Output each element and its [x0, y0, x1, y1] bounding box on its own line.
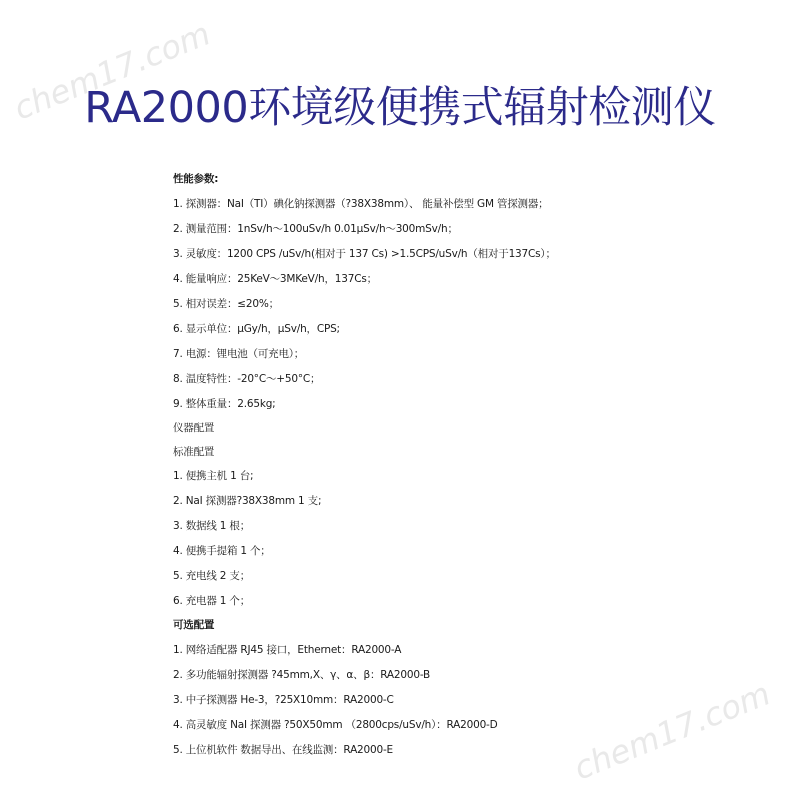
config-line: 3. 数据线 1 根； — [173, 520, 251, 532]
watermark: chem17.com — [8, 14, 216, 128]
spec-line: 3. 灵敏度：1200 CPS /uSv/h(相对于 137 Cs) >1.5CPS/uSv/h（相对于137Cs）； — [173, 248, 556, 260]
option-line: 5. 上位机软件 数据导出、在线监测：RA2000-E — [173, 744, 393, 756]
spec-line: 7. 电源：锂电池（可充电）； — [173, 348, 305, 360]
spec-line: 8. 温度特性：-20°C～+50°C； — [173, 373, 321, 385]
watermark: chem17.com — [568, 674, 776, 788]
config-line: 4. 便携手提箱 1 个； — [173, 545, 271, 557]
option-line: 3. 中子探测器 He-3，?25X10mm：RA2000-C — [173, 694, 394, 706]
config-line: 5. 充电线 2 支； — [173, 570, 251, 582]
section-heading-standard: 标准配置 — [173, 446, 215, 458]
section-heading-config: 仪器配置 — [173, 422, 215, 434]
section-heading-optional: 可选配置 — [173, 619, 215, 631]
config-line: 1. 便携主机 1 台; — [173, 470, 254, 482]
option-line: 2. 多功能辐射探测器 ?45mm,X、γ、α、β：RA2000-B — [173, 669, 431, 681]
option-line: 4. 高灵敏度 NaI 探测器 ?50X50mm （2800cps/uSv/h）：RA2000-D — [173, 719, 498, 731]
spec-line: 1. 探测器：NaI（TI）碘化钠探测器（?38X38mm）、 能量补偿型 GM 管探测器； — [173, 198, 549, 210]
section-heading-performance: 性能参数: — [173, 173, 219, 185]
spec-line: 5. 相对误差：≤20%； — [173, 298, 279, 310]
option-line: 1. 网络适配器 RJ45 接口，Ethernet：RA2000-A — [173, 644, 402, 656]
spec-line: 2. 测量范围：1nSv/h～100uSv/h 0.01μSv/h～300mSv/h； — [173, 223, 458, 235]
page-title: RA2000环境级便携式辐射检测仪 — [84, 83, 716, 133]
config-line: 6. 充电器 1 个； — [173, 595, 251, 607]
spec-line: 6. 显示单位：μGy/h，μSv/h，CPS; — [173, 323, 340, 335]
config-line: 2. NaI 探测器?38X38mm 1 支; — [173, 495, 322, 507]
spec-line: 9. 整体重量：2.65kg; — [173, 398, 276, 410]
spec-line: 4. 能量响应：25KeV～3MKeV/h，137Cs； — [173, 273, 377, 285]
